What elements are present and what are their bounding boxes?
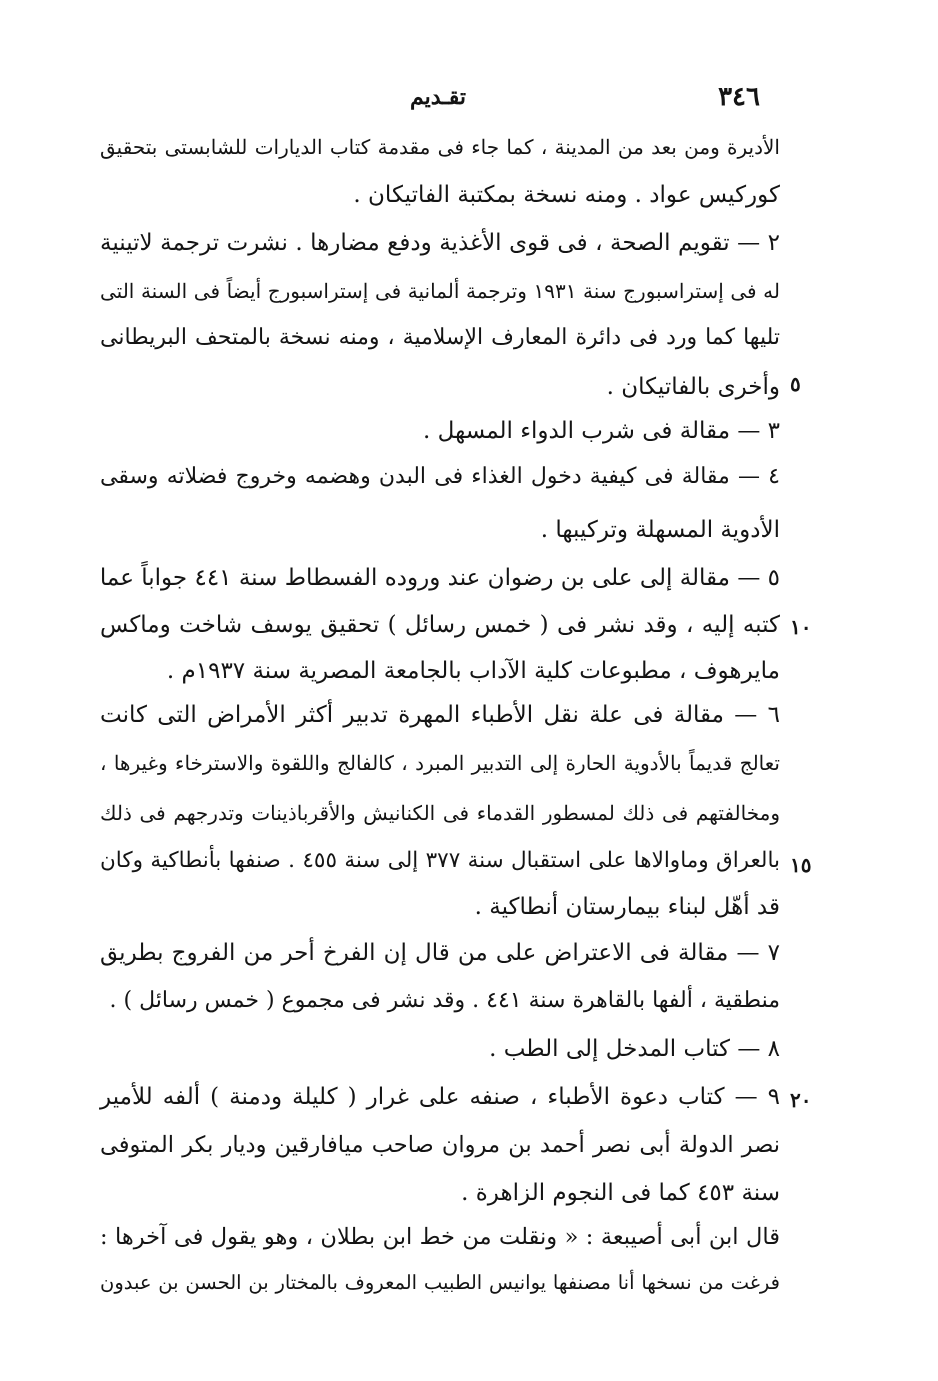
- text-line: تعالج قديماً بالأدوية الحارة إلى التدبير المبرد ، كالفالج واللقوة والاسترخاء وغيرها ،: [100, 751, 780, 775]
- running-head: تقـديم: [410, 84, 467, 110]
- text-line: قال ابن أبى أصيبعة : « ونقلت من خط ابن بطلان ، وهو يقول فى آخرها :: [100, 1224, 780, 1250]
- text-line: ٧ — مقالة فى الاعتراض على من قال إن الفرخ أحر من الفروج بطريق: [100, 940, 780, 966]
- margin-line-number: ١٥: [790, 853, 812, 877]
- text-line: الأديرة ومن بعد من المدينة ، كما جاء فى مقدمة كتاب الديارات للشابستى بتحقيق: [100, 135, 780, 159]
- text-line: منطقية ، ألفها بالقاهرة سنة ٤٤١ . وقد نشر فى مجموع ( خمس رسائل ) .: [109, 988, 780, 1013]
- text-line: ٨ — كتاب المدخل إلى الطب .: [489, 1036, 780, 1062]
- text-line: نصر الدولة أبى نصر أحمد بن مروان صاحب ميافارقين وديار بكر المتوفى: [100, 1132, 780, 1158]
- margin-line-number: ٥: [790, 372, 801, 396]
- margin-line-number: ١٠: [790, 615, 812, 639]
- text-line: ٢ — تقويم الصحة ، فى قوى الأغذية ودفع مضارها . نشرت ترجمة لاتينية: [100, 230, 780, 256]
- text-line: وأخرى بالفاتيكان .: [606, 374, 780, 400]
- text-line: تليها كما ورد فى دائرة المعارف الإسلامية ، ومنه نسخة بالمتحف البريطانى: [100, 325, 780, 350]
- margin-line-number: ٢٠: [790, 1088, 812, 1112]
- text-line: ٩ — كتاب دعوة الأطباء ، صنفه على غرار ( كليلة ودمنة ) ألفه للأمير: [100, 1084, 780, 1110]
- text-line: له فى إستراسبورج سنة ١٩٣١ وترجمة ألمانية فى إستراسبورج أيضاً فى السنة التى: [100, 279, 780, 303]
- text-line: فرغت من نسخها أنا مصنفها يوانيس الطبيب المعروف بالمختار بن الحسن بن عبدون: [100, 1271, 780, 1294]
- text-line: قد أهّل لبناء بيمارستان أنطاكية .: [474, 894, 780, 920]
- text-line: ٣ — مقالة فى شرب الدواء المسهل .: [423, 418, 780, 444]
- text-line: مايرهوف ، مطبوعات كلية الآداب بالجامعة المصرية سنة ١٩٣٧م .: [166, 658, 780, 684]
- text-line: ٤ — مقالة فى كيفية دخول الغذاء فى البدن وهضمه وخروج فضلاته وسقى: [100, 464, 780, 489]
- text-line: ٥ — مقالة إلى على بن رضوان عند وروده الفسطاط سنة ٤٤١ جواباً عما: [99, 565, 780, 591]
- text-line: سنة ٤٥٣ كما فى النجوم الزاهرة .: [461, 1180, 780, 1206]
- text-line: كتبه إليه ، وقد نشر فى ( خمس رسائل ) تحقيق يوسف شاخت وماكس: [100, 612, 780, 638]
- text-line: كوركيس عواد . ومنه نسخة بمكتبة الفاتيكان .: [353, 182, 780, 208]
- text-line: الأدوية المسهلة وتركيبها .: [540, 517, 780, 543]
- text-line: ٦ — مقالة فى علة نقل الأطباء المهرة تدبير أكثر الأمراض التى كانت: [100, 702, 780, 728]
- text-line: بالعراق وماوالاها على استقبال سنة ٣٧٧ إلى سنة ٤٥٥ . صنفها بأنطاكية وكان: [100, 848, 780, 873]
- page-number: ٣٤٦: [718, 82, 760, 112]
- text-line: ومخالفتهم فى ذلك لمسطور القدماء فى الكنانيش والأقرباذينات وتدرجهم فى ذلك: [100, 801, 780, 825]
